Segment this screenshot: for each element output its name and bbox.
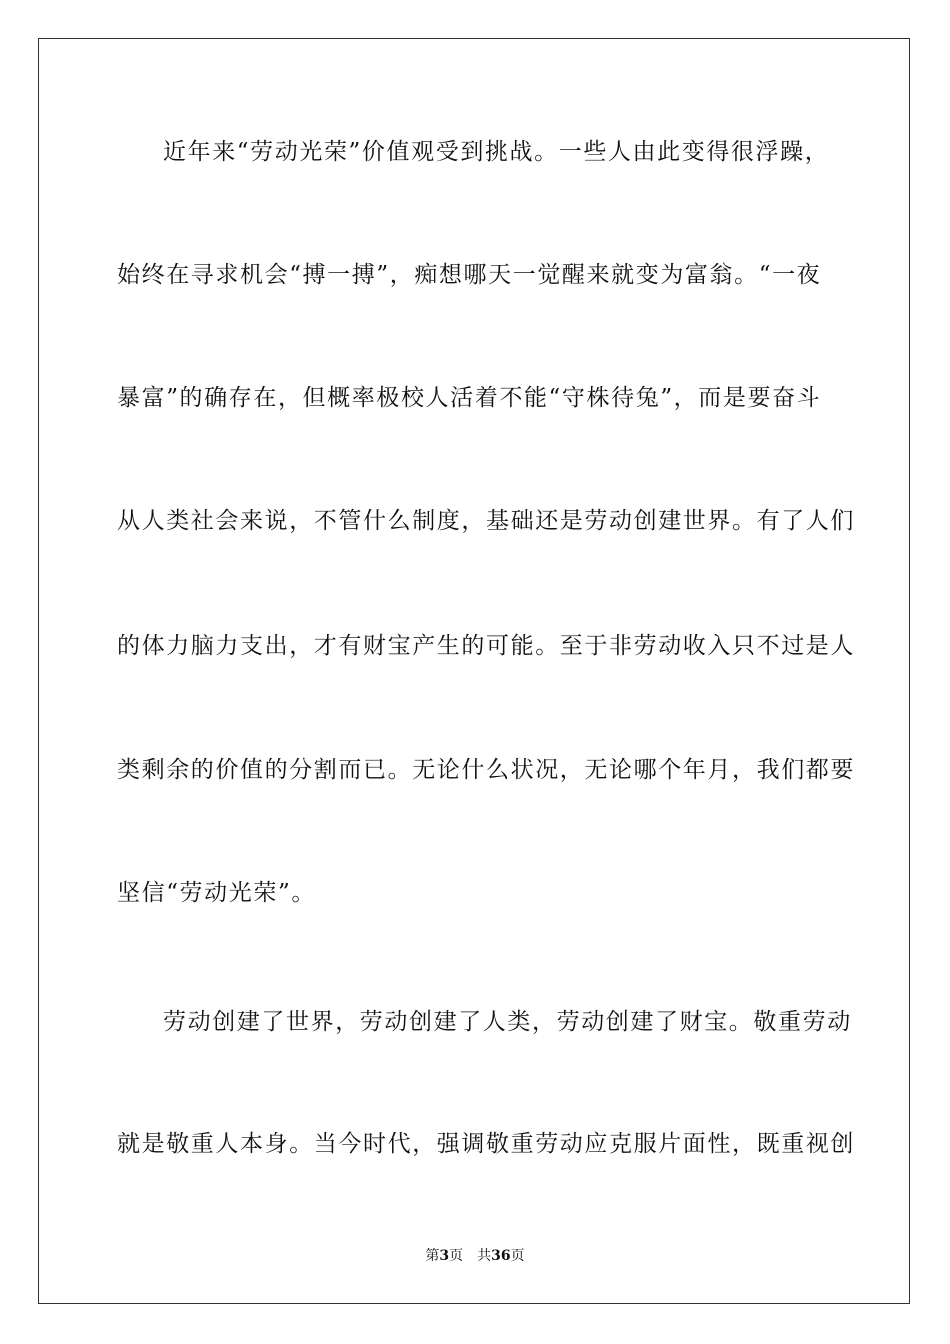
page-border: [38, 38, 910, 1304]
footer-page-suffix: 页: [449, 1248, 464, 1264]
paragraph-line-2: 始终在寻求机会“搏一搏”，痴想哪天一觉醒来就变为富翁。“一夜: [117, 262, 822, 288]
page-footer: [0, 1247, 950, 1265]
paragraph-line-1: 近年来“劳动光荣”价值观受到挑战。一些人由此变得很浮躁，: [163, 139, 830, 165]
footer-page-prefix: 第: [425, 1248, 440, 1264]
footer-total-pages: 36: [491, 1248, 511, 1264]
footer-page-number: 3: [439, 1248, 450, 1264]
paragraph-line-4: 从人类社会来说，不管什么制度，基础还是劳动创建世界。有了人们: [117, 508, 855, 534]
paragraph-line-9: 就是敬重人本身。当今时代，强调敬重劳动应克服片面性，既重视创: [117, 1131, 855, 1157]
paragraph-line-7: 坚信“劳动光荣”。: [117, 880, 316, 906]
paragraph-line-6: 类剩余的价值的分割而已。无论什么状况，无论哪个年月，我们都要: [117, 757, 855, 783]
paragraph-line-5: 的体力脑力支出，才有财宝产生的可能。至于非劳动收入只不过是人: [117, 633, 855, 659]
footer-total-suffix: 页: [510, 1248, 525, 1264]
footer-total-prefix: 共: [477, 1248, 492, 1264]
paragraph-line-8: 劳动创建了世界，劳动创建了人类，劳动创建了财宝。敬重劳动: [163, 1009, 852, 1035]
paragraph-line-3: 暴富”的确存在，但概率极校人活着不能“守株待兔”，而是要奋斗: [117, 385, 822, 411]
